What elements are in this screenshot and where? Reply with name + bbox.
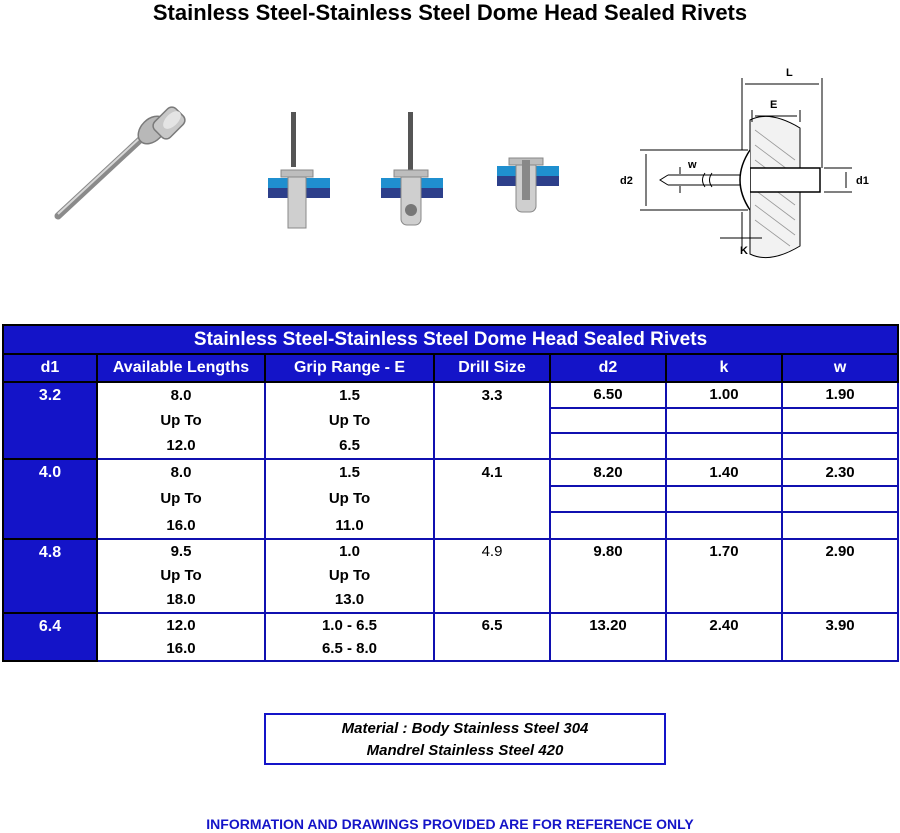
empty-cell <box>666 486 782 513</box>
row-lengths <box>97 539 265 613</box>
row-d2 <box>550 539 666 613</box>
row-d2: 6.50 <box>550 382 666 408</box>
header-grip-range: Grip Range - E <box>265 354 434 382</box>
length-upto: Up To <box>160 412 202 429</box>
row-d1: 3.2 <box>3 382 97 459</box>
row-w: 1.90 <box>782 382 898 408</box>
grip-max: 11.0 <box>335 517 364 534</box>
grip-min: 1.5 <box>339 387 360 404</box>
row-d2 <box>550 613 666 661</box>
d2-value: 9.80 <box>593 543 623 560</box>
grip-range-1: 1.0 - 6.5 <box>321 617 378 634</box>
row-lengths <box>97 613 265 661</box>
row-drill <box>434 613 550 661</box>
row-lengths <box>97 459 265 539</box>
table-header-row <box>3 354 898 382</box>
dim-label-E: E <box>770 99 778 111</box>
length-max: 18.0 <box>166 591 196 608</box>
drill-value: 6.5 <box>481 617 503 634</box>
install-stage-3 <box>497 158 559 212</box>
length-max: 16.0 <box>166 517 196 534</box>
row-k <box>666 613 782 661</box>
length-min: 12.0 <box>166 617 196 634</box>
grip-min: 1.5 <box>339 464 360 481</box>
length-max: 16.0 <box>166 640 196 657</box>
row-grip <box>265 382 434 459</box>
dim-label-w: w <box>688 159 697 171</box>
empty-cell <box>782 512 898 539</box>
header-available-lengths: Available Lengths <box>97 354 265 382</box>
install-stage-1 <box>268 112 330 228</box>
row-drill <box>434 459 550 539</box>
length-min: 9.5 <box>170 543 192 560</box>
drill-value: 4.1 <box>481 464 503 481</box>
row-d1: 4.8 <box>3 539 97 613</box>
drill-value: 4.9 <box>481 543 503 560</box>
header-d2: d2 <box>550 354 666 382</box>
length-min: 8.0 <box>170 464 192 481</box>
row-lengths <box>97 382 265 459</box>
empty-cell <box>782 433 898 459</box>
install-stage-2 <box>381 112 443 225</box>
w-value: 3.90 <box>825 617 855 634</box>
dim-label-K: K <box>740 245 748 257</box>
empty-cell <box>550 408 666 434</box>
empty-cell <box>550 486 666 513</box>
table-row <box>3 382 898 408</box>
row-w <box>782 539 898 613</box>
spec-table <box>2 324 899 662</box>
material-box <box>264 713 666 765</box>
disclaimer: INFORMATION AND DRAWINGS PROVIDED ARE FOR REFERENCE ONLY <box>206 816 694 832</box>
table-row <box>3 539 898 613</box>
empty-cell <box>782 408 898 434</box>
w-value: 2.90 <box>825 543 855 560</box>
row-w <box>782 613 898 661</box>
empty-cell <box>550 433 666 459</box>
grip-max: 13.0 <box>334 591 365 608</box>
grip-max: 6.5 <box>339 437 360 454</box>
row-k: 1.40 <box>666 459 782 486</box>
table-row <box>3 613 898 661</box>
table-title: Stainless Steel-Stainless Steel Dome Head Sealed Rivets <box>3 325 898 354</box>
drill-value: 3.3 <box>481 387 503 404</box>
header-drill-size: Drill Size <box>434 354 550 382</box>
row-d1: 6.4 <box>3 613 97 661</box>
row-k: 1.00 <box>666 382 782 408</box>
empty-cell <box>782 486 898 513</box>
header-k: k <box>666 354 782 382</box>
row-k <box>666 539 782 613</box>
header-w: w <box>782 354 898 382</box>
material-line-2: Mandrel Stainless Steel 420 <box>366 742 564 759</box>
row-d2: 8.20 <box>550 459 666 486</box>
grip-upto: Up To <box>328 490 371 507</box>
empty-cell <box>666 512 782 539</box>
dim-label-d2: d2 <box>620 175 633 187</box>
length-max: 12.0 <box>166 437 196 454</box>
rivet-photo <box>58 105 187 216</box>
table-row <box>3 459 898 486</box>
length-upto: Up To <box>160 490 202 507</box>
empty-cell <box>550 512 666 539</box>
technical-drawing <box>640 78 852 258</box>
length-min: 8.0 <box>170 387 192 404</box>
grip-range-2: 6.5 - 8.0 <box>321 640 378 657</box>
page-title: Stainless Steel-Stainless Steel Dome Head Sealed Rivets <box>152 0 748 25</box>
header-d1: d1 <box>3 354 97 382</box>
length-upto: Up To <box>160 567 202 584</box>
empty-cell <box>666 408 782 434</box>
grip-upto: Up To <box>328 567 371 584</box>
k-value: 1.70 <box>709 543 739 560</box>
row-drill <box>434 382 550 459</box>
dim-label-d1: d1 <box>856 175 869 187</box>
row-d1: 4.0 <box>3 459 97 539</box>
material-line-1: Material : Body Stainless Steel 304 <box>341 720 589 737</box>
row-grip <box>265 613 434 661</box>
row-grip <box>265 459 434 539</box>
row-grip <box>265 539 434 613</box>
grip-upto: Up To <box>328 412 371 429</box>
d2-value: 13.20 <box>589 617 627 634</box>
grip-min: 1.0 <box>339 543 360 560</box>
row-drill <box>434 539 550 613</box>
empty-cell <box>666 433 782 459</box>
k-value: 2.40 <box>709 617 739 634</box>
rivet-figures <box>0 50 900 280</box>
row-w: 2.30 <box>782 459 898 486</box>
dim-label-L: L <box>786 67 793 79</box>
